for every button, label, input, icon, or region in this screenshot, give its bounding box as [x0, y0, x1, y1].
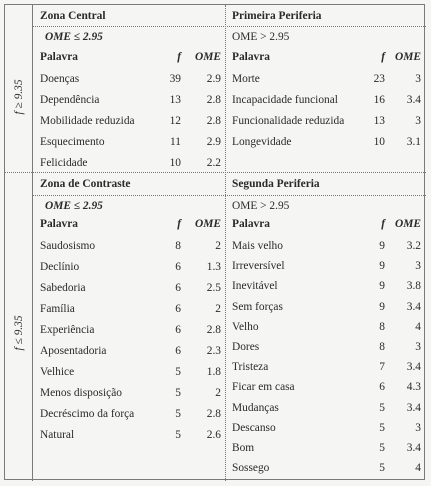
row-ome: 2.8: [206, 94, 221, 106]
row-ome: 3: [415, 421, 421, 434]
header-f: f: [177, 51, 181, 63]
header-f: f: [381, 51, 385, 63]
row-f: 5: [175, 366, 181, 378]
row-f: 13: [373, 115, 385, 127]
row-word: Sabedoria: [40, 282, 86, 294]
row-f: 5: [175, 408, 181, 420]
side-column-divider: [32, 5, 33, 481]
row-ome: 2.8: [206, 408, 221, 420]
row-f: 10: [373, 136, 385, 148]
row-f: 6: [175, 303, 181, 315]
row-ome: 3: [415, 260, 421, 273]
header-f: f: [177, 218, 181, 230]
row-f: 39: [169, 73, 181, 85]
row-f: 12: [169, 115, 181, 127]
row-f: 13: [169, 94, 181, 106]
title-segunda-periferia: Segunda Periferia: [232, 178, 320, 190]
row-f: 6: [175, 261, 181, 273]
row-f: 6: [175, 324, 181, 336]
row-ome: 3.4: [406, 361, 421, 374]
row-word: Velho: [232, 320, 259, 333]
row-word: Descanso: [232, 421, 276, 434]
row-word: Bom: [232, 442, 255, 454]
row-ome: 3: [415, 115, 421, 127]
header-f: f: [381, 218, 385, 230]
row-f: 5: [175, 429, 181, 441]
row-f: 9: [379, 280, 385, 293]
row-ome: 3: [415, 73, 421, 85]
title-divider-bottom: [32, 195, 426, 196]
row-word: Natural: [40, 429, 75, 441]
row-ome: 3.8: [406, 280, 421, 293]
row-f: 8: [379, 320, 385, 333]
condition-top-left: OME ≤ 2.95: [45, 31, 103, 43]
row-ome: 3.4: [406, 401, 421, 414]
row-ome: 2.9: [206, 73, 221, 85]
row-ome: 2.8: [206, 324, 221, 336]
row-word: Saudosismo: [40, 240, 96, 252]
header-word: Palavra: [40, 51, 78, 63]
row-ome: 2.6: [206, 429, 221, 441]
row-ome: 3.4: [406, 442, 421, 454]
row-f: 6: [379, 381, 385, 394]
row-f: 11: [170, 136, 181, 148]
row-f: 5: [379, 421, 385, 434]
row-word: Esquecimento: [40, 136, 105, 148]
row-ome: 4: [415, 462, 421, 475]
row-word: Felicidade: [40, 157, 88, 169]
row-word: Dores: [232, 341, 260, 353]
row-word: Ficar em casa: [232, 381, 295, 394]
row-word: Aposentadoria: [40, 345, 107, 357]
row-f: 7: [379, 361, 385, 374]
row-f: 10: [169, 157, 181, 169]
row-word: Dependência: [40, 94, 100, 106]
condition-top-right: OME > 2.95: [232, 31, 290, 43]
quadrant-table: [4, 4, 425, 480]
row-ome: 2: [215, 387, 221, 399]
row-f: 5: [175, 387, 181, 399]
row-f: 6: [175, 345, 181, 357]
row-f: 8: [379, 341, 385, 353]
title-divider-top: [32, 26, 426, 27]
row-f: 6: [175, 282, 181, 294]
row-ome: 2.8: [206, 115, 221, 127]
middle-divider: [5, 172, 426, 173]
row-word: Mudanças: [232, 401, 279, 414]
row-ome: 4.3: [406, 381, 421, 394]
column-divider: [225, 5, 226, 481]
row-word: Doenças: [40, 73, 80, 85]
row-ome: 2.9: [206, 136, 221, 148]
row-f: 5: [379, 442, 385, 454]
header-ome: OME: [195, 51, 221, 63]
row-f: 23: [373, 73, 385, 85]
header-word: Palavra: [232, 218, 270, 230]
row-word: Incapacidade funcional: [232, 94, 338, 106]
row-word: Decréscimo da força: [40, 408, 135, 420]
row-word: Tristeza: [232, 361, 269, 374]
row-word: Família: [40, 303, 75, 315]
row-word: Declínio: [40, 261, 80, 273]
row-f: 5: [379, 462, 385, 475]
row-f: 9: [379, 240, 385, 252]
row-ome: 3.4: [406, 300, 421, 313]
title-zona-contraste: Zona de Contraste: [40, 178, 131, 190]
row-f: 5: [379, 401, 385, 414]
row-f: 8: [175, 240, 181, 252]
header-word: Palavra: [40, 218, 78, 230]
row-ome: 2: [215, 240, 221, 252]
row-word: Sem forças: [232, 300, 283, 313]
row-ome: 2.5: [206, 282, 221, 294]
row-word: Velhice: [40, 366, 75, 378]
row-word: Experiência: [40, 324, 95, 336]
row-ome: 3: [415, 341, 421, 353]
row-word: Mobilidade reduzida: [40, 115, 135, 127]
side-label-top: f ≥ 9.35: [13, 79, 25, 115]
side-label-bottom: f ≤ 9.35: [13, 315, 25, 351]
title-primeira-periferia: Primeira Periferia: [232, 10, 322, 22]
row-f: 9: [379, 300, 385, 313]
row-ome: 2: [215, 303, 221, 315]
row-ome: 3.2: [406, 240, 421, 252]
header-ome: OME: [195, 218, 221, 230]
row-f: 9: [379, 260, 385, 273]
row-word: Longevidade: [232, 136, 292, 148]
row-word: Mais velho: [232, 240, 283, 252]
header-ome: OME: [395, 218, 421, 230]
row-ome: 1.8: [206, 366, 221, 378]
row-ome: 2.3: [206, 345, 221, 357]
header-word: Palavra: [232, 51, 270, 63]
row-word: Irreversível: [232, 260, 285, 273]
row-f: 16: [373, 94, 385, 106]
row-ome: 3.1: [406, 136, 421, 148]
row-ome: 2.2: [206, 157, 221, 169]
row-word: Funcionalidade reduzida: [232, 115, 345, 127]
row-ome: 4: [415, 320, 421, 333]
row-word: Sossego: [232, 462, 270, 475]
title-zona-central: Zona Central: [40, 10, 106, 22]
row-word: Menos disposição: [40, 387, 122, 399]
row-ome: 3.4: [406, 94, 421, 106]
condition-bottom-left: OME ≤ 2.95: [45, 200, 103, 212]
row-word: Morte: [232, 73, 260, 85]
header-ome: OME: [395, 51, 421, 63]
row-ome: 1.3: [206, 261, 221, 273]
row-word: Inevitável: [232, 280, 278, 293]
condition-bottom-right: OME > 2.95: [232, 200, 290, 212]
